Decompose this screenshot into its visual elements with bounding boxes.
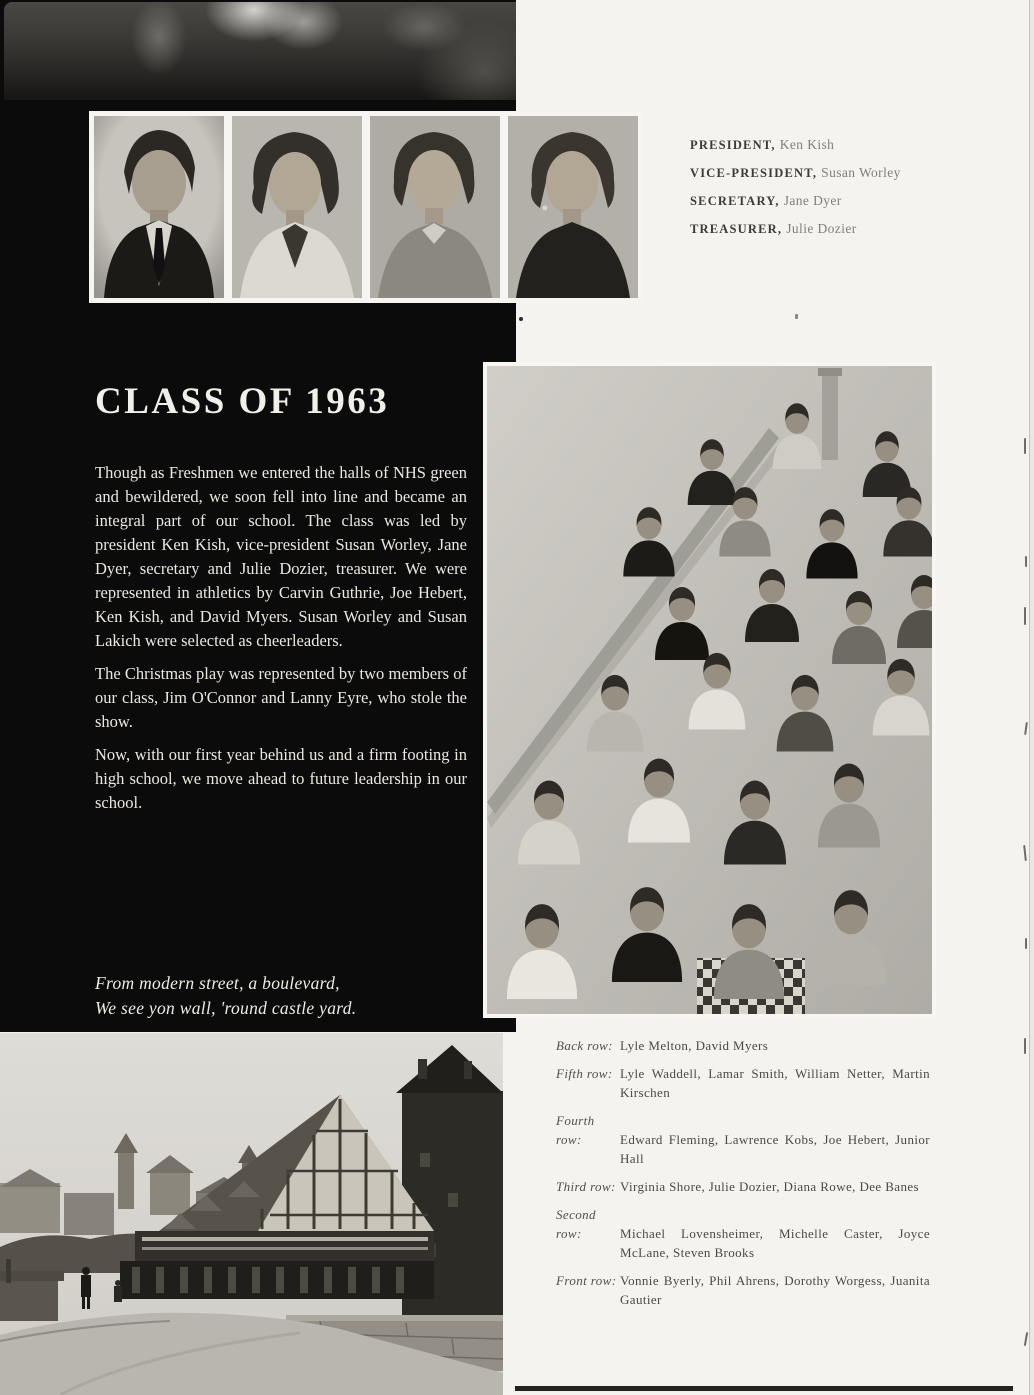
- ink-speck: [795, 314, 798, 319]
- caption-row: [556, 1036, 930, 1055]
- caption-row-label: Third row:: [556, 1179, 616, 1194]
- castle-street-scene: [0, 1033, 503, 1395]
- vice-president-portrait-photo: [232, 116, 362, 298]
- treasurer-portrait-photo: [508, 116, 638, 298]
- poem-line: We see yon wall, 'round castle yard.: [95, 998, 357, 1018]
- officer-line-treasurer: [690, 220, 901, 238]
- scan-artifact: [1024, 607, 1026, 625]
- caption-row-names: Michael Lovensheimer, Michelle Caster, Joyce McLane, Steven Brooks: [620, 1226, 930, 1260]
- caption-row-label: Fourth row:: [556, 1113, 595, 1147]
- castle-street-photo: [0, 1033, 503, 1395]
- group-photo-caption-list: [556, 1036, 930, 1318]
- page-title: CLASS OF 1963: [95, 381, 390, 422]
- article-paragraph: The Christmas play was represented by two members of our class, Jim O'Connor and Lanny Eyre, who stole the show.: [95, 664, 467, 731]
- officer-name: Jane Dyer: [783, 193, 842, 208]
- caption-row-label: Back row:: [556, 1038, 613, 1053]
- scan-artifact: [1024, 1332, 1028, 1346]
- scan-artifact: [1024, 1038, 1026, 1054]
- book-cover-texture: [4, 2, 516, 100]
- caption-row-label: Front row:: [556, 1273, 617, 1288]
- officer-name: Ken Kish: [779, 137, 835, 152]
- officer-line-president: [690, 136, 901, 154]
- officer-name: Julie Dozier: [786, 221, 857, 236]
- pedestrian: [114, 1280, 122, 1302]
- article-paragraph: Though as Freshmen we entered the halls of NHS green and bewildered, we soon fell into line and became an integral part of our school. The class was led by president Ken Kish, vice-president Susan Worley, Jane Dyer, secretary and Julie Dozier, treasurer. We were represented in athletics by Carvin Guthrie, Joe Hebert, Ken Kish, and David Myers. Susan Worley and Susan Lakich were selected as cheerleaders.: [95, 463, 467, 650]
- caption-row: [556, 1177, 930, 1196]
- scan-artifact: [1024, 438, 1026, 454]
- poem-line: From modern street, a boulevard,: [95, 973, 340, 993]
- caption-row-names: Virginia Shore, Julie Dozier, Diana Rowe, Dee Banes: [620, 1179, 920, 1194]
- photo-caption-poem: [95, 971, 356, 1021]
- officer-title: SECRETARY,: [690, 194, 780, 208]
- scan-artifact: [1024, 722, 1028, 735]
- scan-artifact: [1023, 845, 1027, 861]
- officer-list: [690, 136, 901, 248]
- caption-row: [556, 1205, 930, 1262]
- officer-portrait-strip: [89, 111, 643, 303]
- officer-line-secretary: [690, 192, 901, 210]
- caption-row-label: Fifth row:: [556, 1066, 613, 1081]
- caption-row-names: Lyle Melton, David Myers: [620, 1038, 769, 1053]
- secretary-portrait-photo: [370, 116, 500, 298]
- class-group-photo: [483, 362, 936, 1018]
- students-on-staircase-photo: [487, 366, 932, 1014]
- officer-title: VICE-PRESIDENT,: [690, 166, 818, 180]
- caption-row: [556, 1271, 930, 1309]
- officer-title: TREASURER,: [690, 222, 783, 236]
- officer-name: Susan Worley: [821, 165, 901, 180]
- scan-artifact: [1025, 556, 1027, 567]
- page-right-edge: [1029, 0, 1034, 1395]
- bottom-scan-line: [515, 1386, 1013, 1391]
- president-portrait-photo: [94, 116, 224, 298]
- caption-row-names: Edward Fleming, Lawrence Kobs, Joe Hebert, Junior Hall: [620, 1132, 930, 1166]
- covered-bridge-arcade: [120, 1261, 434, 1299]
- caption-row: [556, 1064, 930, 1102]
- caption-row: [556, 1111, 930, 1168]
- officer-title: PRESIDENT,: [690, 138, 776, 152]
- caption-row-names: Vonnie Byerly, Phil Ahrens, Dorothy Worgess, Juanita Gautier: [620, 1273, 930, 1307]
- article-paragraph: Now, with our first year behind us and a firm footing in high school, we move ahead to future leadership in our school.: [95, 745, 467, 812]
- scan-artifact: [1025, 938, 1027, 949]
- ink-speck: [519, 317, 523, 321]
- class-history-article: [95, 380, 467, 824]
- caption-row-names: Lyle Waddell, Lamar Smith, William Netter, Martin Kirschen: [620, 1066, 930, 1100]
- caption-row-label: Second row:: [556, 1207, 596, 1241]
- officer-line-vice-president: [690, 164, 901, 182]
